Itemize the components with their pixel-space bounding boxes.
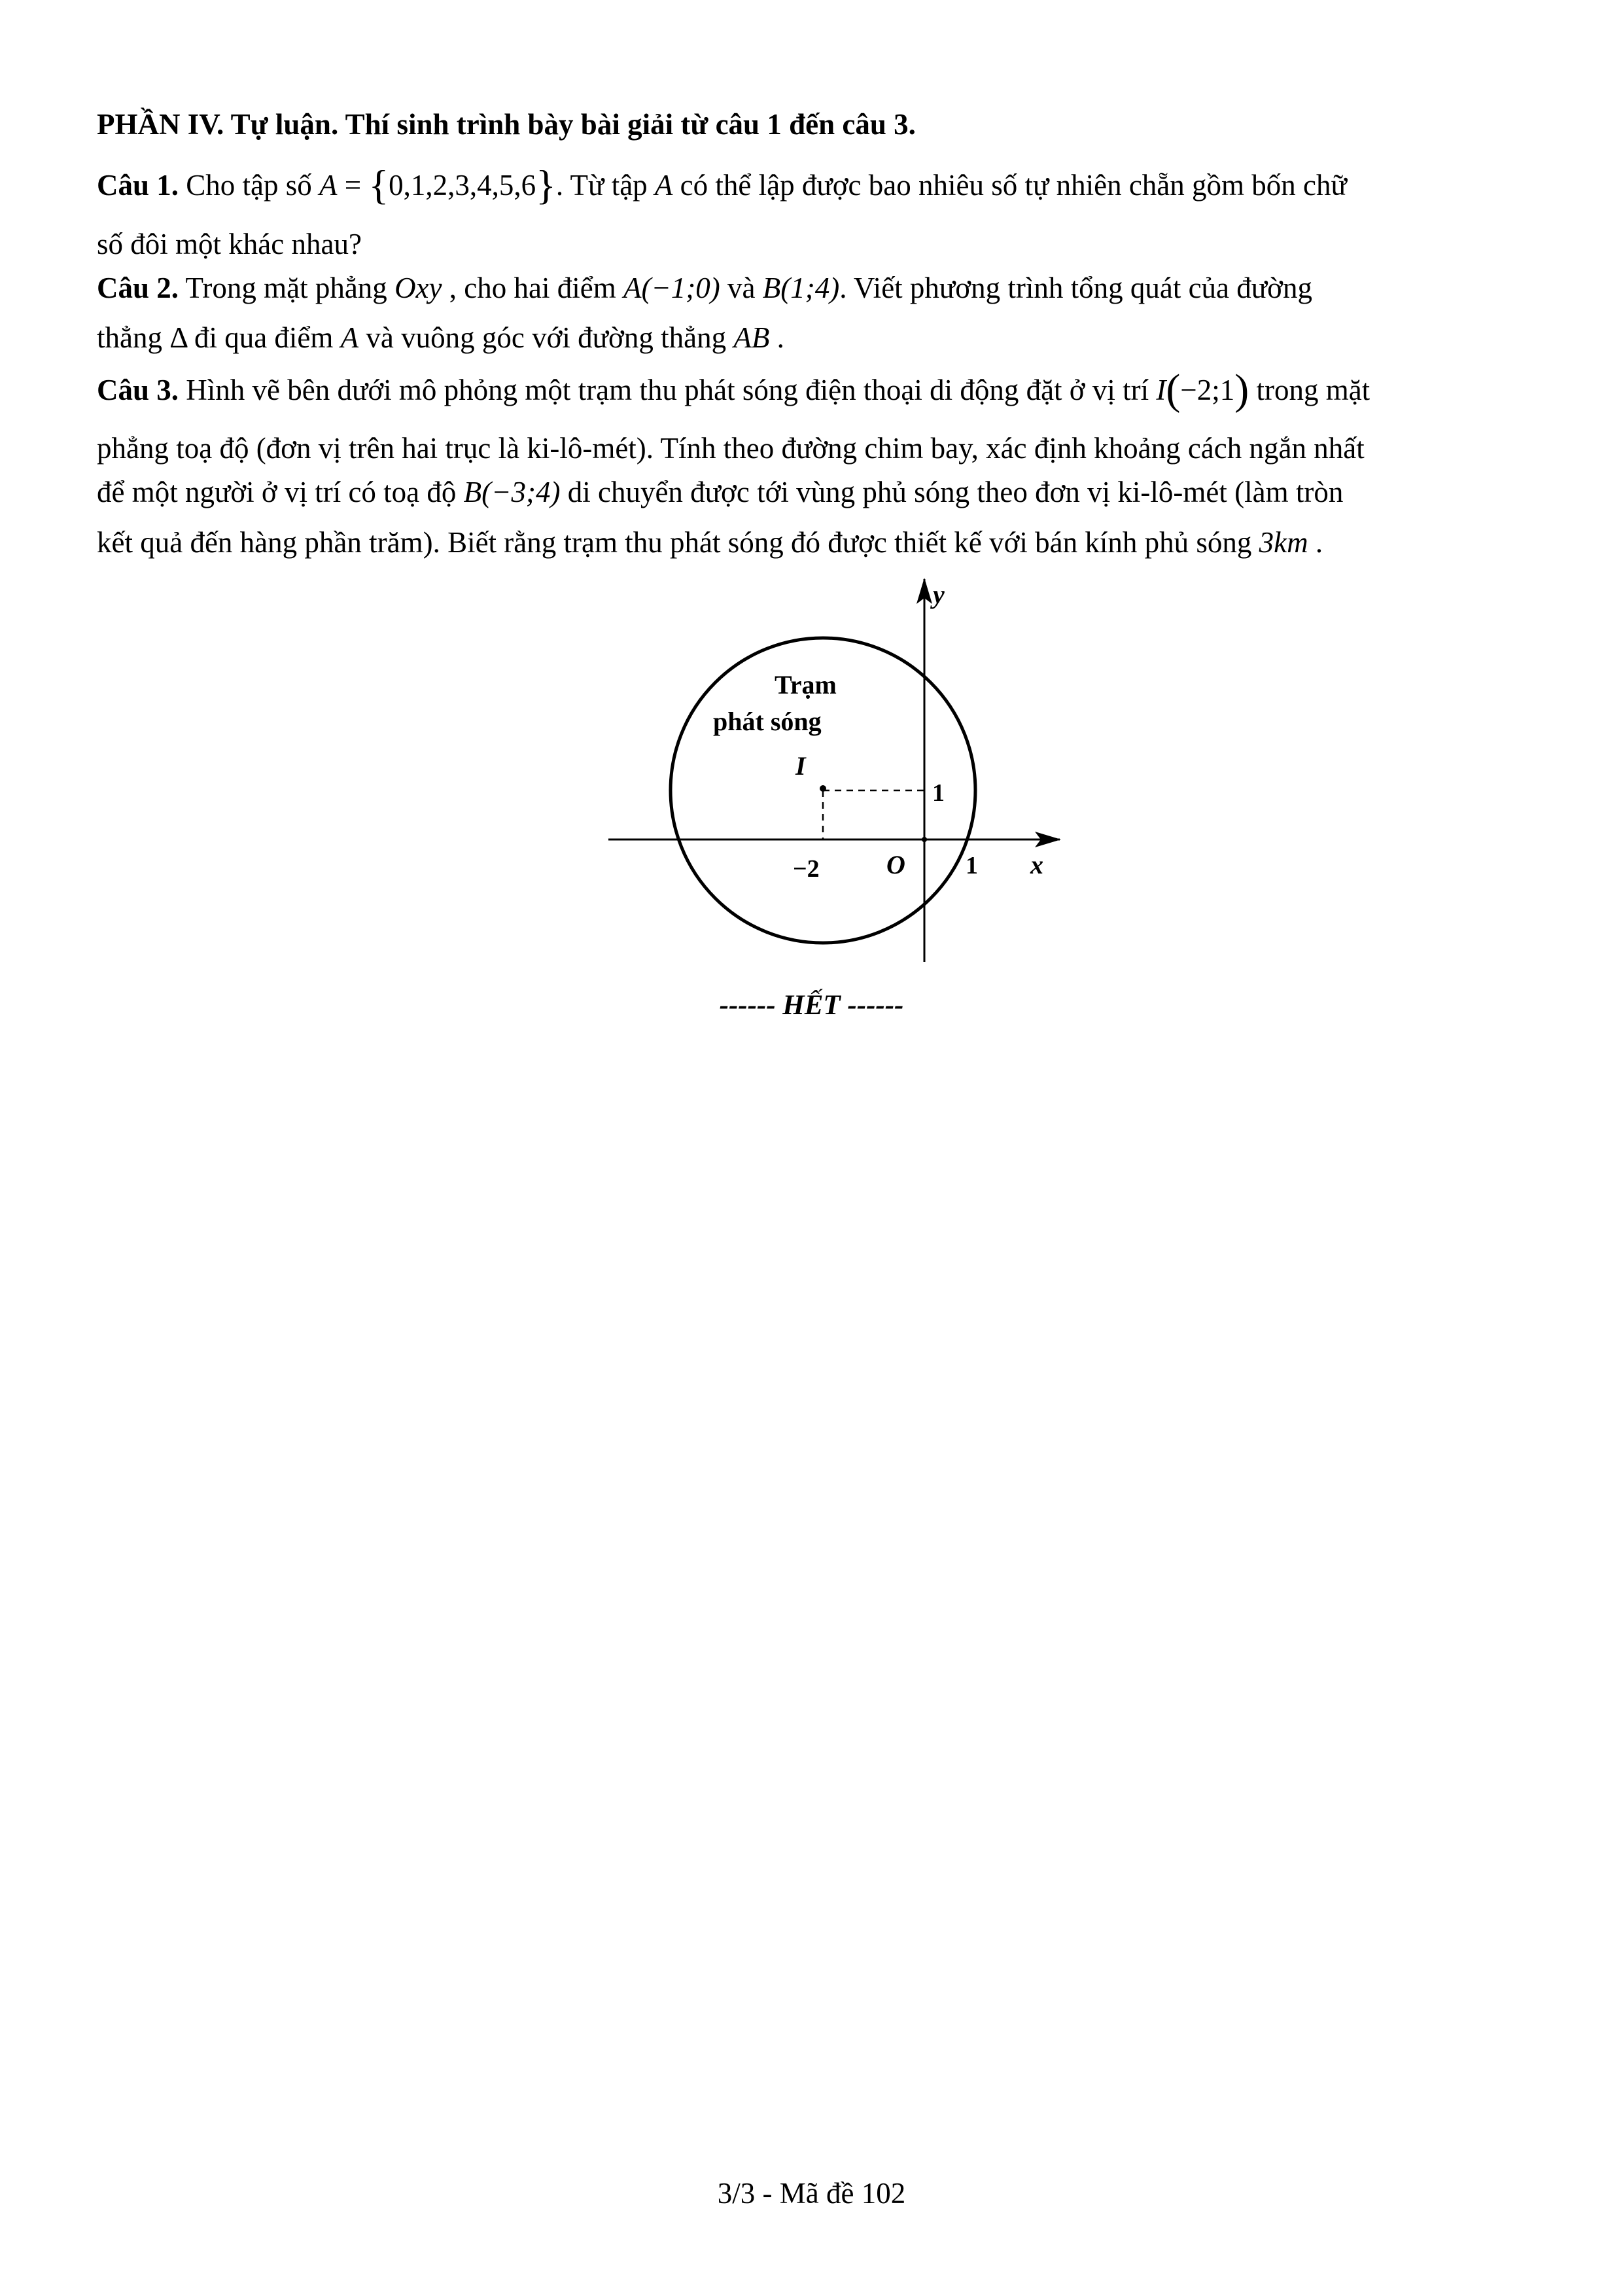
question-3-line3-b: di chuyển được tới vùng phủ sóng theo đơn vị ki-lô-mét (làm tròn: [560, 476, 1344, 508]
question-3-line-1: [97, 366, 1370, 414]
section-heading: PHẦN IV. Tự luận. Thí sinh trình bày bài giải từ câu 1 đến câu 3.: [97, 108, 916, 141]
question-3-line-2: phẳng toạ độ (đơn vị trên hai trục là ki-lô-mét). Tính theo đường chim bay, xác định khoảng cách ngắn nhất: [97, 432, 1365, 465]
plane-name: Oxy: [394, 272, 442, 304]
delta-symbol: Δ: [169, 321, 187, 354]
question-2-line-1: [97, 268, 1312, 308]
question-2-line2-d: .: [769, 321, 784, 354]
question-2-line2-c: và vuông góc với đường thẳng: [358, 321, 734, 354]
point-i-name: I: [1156, 374, 1166, 406]
x-axis-label: x: [1030, 850, 1043, 879]
question-1-text-a: Cho tập số: [179, 169, 320, 202]
set-name-ref: A: [654, 169, 673, 202]
question-2-text-b: , cho hai điểm: [442, 272, 623, 304]
station-label-line-2: phát sóng: [713, 707, 822, 736]
question-2-text-a: Trong mặt phẳng: [179, 272, 395, 304]
tick-y-1: 1: [932, 779, 945, 807]
origin-label: O: [886, 850, 905, 879]
point-a: A(−1;0): [623, 272, 720, 304]
page-footer: 3/3 - Mã đề 102: [717, 2177, 906, 2210]
question-1-text-c: có thể lập được bao nhiêu số tự nhiên chẵn gồm bốn chữ: [672, 169, 1347, 202]
question-3-text-b: trong mặt: [1249, 374, 1370, 406]
right-paren: ): [1234, 366, 1249, 414]
point-i-coords: −2;1: [1180, 374, 1235, 406]
radius-value: 3km: [1259, 526, 1308, 559]
tick-x-neg2: −2: [793, 855, 820, 883]
y-axis-label: y: [933, 580, 945, 609]
origin-point: [922, 837, 927, 842]
right-brace: }: [536, 162, 556, 208]
question-2-line2-b: đi qua điểm: [186, 321, 341, 354]
question-1-label: Câu 1.: [97, 169, 179, 202]
left-paren: (: [1166, 366, 1181, 414]
coordinate-diagram: [602, 576, 1073, 968]
question-3-text-a: Hình vẽ bên dưới mô phỏng một trạm thu phát sóng điện thoại di động đặt ở vị trí: [179, 374, 1157, 406]
question-1-line-1: [97, 162, 1347, 208]
question-2-label: Câu 2.: [97, 272, 179, 304]
set-name: A: [319, 169, 338, 202]
center-label: I: [795, 751, 806, 781]
question-3-line3-a: để một người ở vị trí có toạ độ: [97, 476, 464, 508]
question-2-text-c: và: [720, 272, 763, 304]
set-values: 0,1,2,3,4,5,6: [389, 169, 536, 202]
question-1-text-b: . Từ tập: [555, 169, 655, 202]
coverage-figure: [602, 576, 1073, 968]
question-3-line-3: [97, 472, 1343, 512]
segment-ab: AB: [733, 321, 770, 354]
left-brace: {: [368, 162, 389, 208]
question-3-line-4: [97, 523, 1323, 562]
center-point: [820, 785, 826, 792]
question-2-text-d: . Viết phương trình tổng quát của đường: [839, 272, 1312, 304]
point-b: B(1;4): [762, 272, 840, 304]
question-3-line4-a: kết quả đến hàng phần trăm). Biết rằng trạm thu phát sóng đó được thiết kế với bán kính phủ sóng: [97, 526, 1259, 559]
question-2-line2-a: thẳng: [97, 321, 170, 354]
question-3-label: Câu 3.: [97, 374, 179, 406]
tick-x-1: 1: [966, 852, 978, 879]
question-2-line-2: [97, 318, 784, 357]
end-mark: ------ HẾT ------: [719, 990, 904, 1021]
question-3-line4-b: .: [1308, 526, 1323, 559]
point-a-ref: A: [340, 321, 359, 354]
station-label-line-1: Trạm: [775, 670, 837, 699]
question-1-line-2: số đôi một khác nhau?: [97, 228, 362, 260]
set-equals: =: [337, 169, 369, 202]
point-b-q3: B(−3;4): [463, 476, 561, 508]
